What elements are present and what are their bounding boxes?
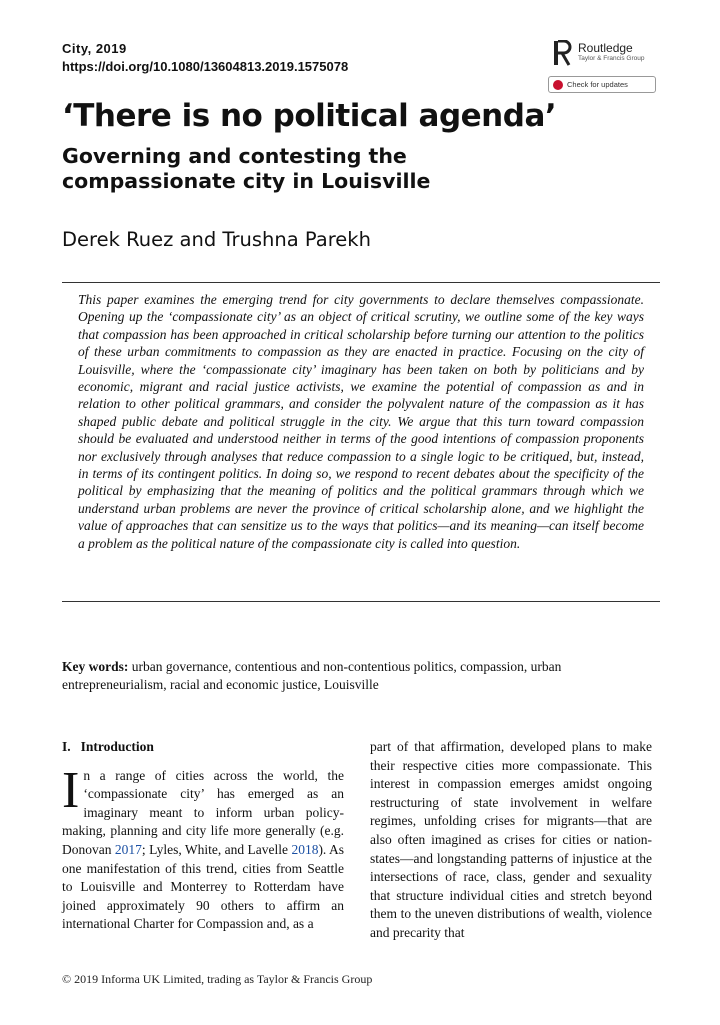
- article-subtitle: Governing and contesting the compassionate city in Louisville: [62, 144, 431, 193]
- routledge-logo-icon: [552, 40, 572, 66]
- keywords-label: Key words:: [62, 659, 129, 674]
- check-updates-button[interactable]: [548, 76, 656, 93]
- doi-link[interactable]: https://doi.org/10.1080/13604813.2019.1575078: [62, 59, 349, 74]
- citation-link-2018[interactable]: 2018: [291, 841, 319, 857]
- intro-paragraph: [62, 761, 344, 934]
- abstract-text: This paper examines the emerging trend for city governments to declare themselves compassionate. Opening up the ‘compassionate city’ as an object of critical scrutiny, we outline some of the key ways that compassion has been approached in critical scholarship before turning our attention to the politics of these urban commitments to compassion as they are enacted in practice. Focusing on the city of Louisville, where the ‘compassionate city’ imaginary has been taken on both by politicians and by economic, migrant and racial justice activists, we examine the potential of compassion as and in relation to other political grammars, and consider the polyvalent nature of the compassion as it has shaped public debate and political struggle in the city. We argue that this turn toward compassion should be evaluated and understood neither in terms of the good intentions of compassion proponents nor exclusively through analyses that reduce compassion to a single logic to be critiqued, but, instead, in terms of its contingent politics. In doing so, we respond to recent debates about the specificity of the political by emphasizing that the meaning of politics and the political grammars through which we understand urban problems are never the province of critical scholarship alone, and we highlight the value of approaches that can sensitize us to the ways that politics—and its meaning—can itself become a problem as the political nature of the compassionate city is called into question.: [78, 292, 644, 551]
- crossmark-icon: [553, 80, 563, 90]
- intro-text-a: n a range of cities across the world, the ‘compassionate city’ has emerged as an imaginary meant to inform urban policy-making, planning and city life more generally (e.g. Donovan: [62, 767, 344, 857]
- article-meta: [62, 40, 348, 76]
- body-column-right: [370, 738, 652, 943]
- section-heading: [62, 738, 344, 757]
- copyright-footer: © 2019 Informa UK Limited, trading as Taylor & Francis Group: [62, 972, 373, 986]
- publisher-subname: Taylor & Francis Group: [578, 55, 645, 62]
- journal-citation: City, 2019: [62, 41, 127, 56]
- author-list: Derek Ruez and Trushna Parekh: [62, 228, 371, 251]
- section-title: Introduction: [80, 739, 154, 754]
- body-column-left: [62, 738, 344, 934]
- section-number: I.: [62, 739, 71, 754]
- publisher-name: Routledge: [578, 41, 633, 55]
- abstract-box: [62, 282, 660, 602]
- keywords: [62, 658, 660, 694]
- intro-text-b: ; Lyles, White, and Lavelle: [141, 841, 292, 857]
- check-updates-label: Check for updates: [567, 80, 628, 89]
- citation-link-2017[interactable]: 2017: [114, 841, 142, 857]
- intro-paragraph-continued: part of that affirmation, developed plans to make their respective cities more compassionate. This interest in compassion emerges amidst ongoing restructuring of state involvement in welfare regimes, unfolding crises for migrants—that are also often imagined as crises for cities or nation-states—and longstanding patterns of injustice at the intersections of race, class, gender and sexuality that structure individual cities and stretch beyond them to the uneven distributions of wealth, violence and precarity that: [370, 739, 652, 940]
- drop-cap: I: [62, 761, 80, 819]
- article-title: ‘There is no political agenda’: [62, 98, 557, 134]
- intro-text-c: ). As one manifestation of this trend, cities from Seattle to Louisville and Monterrey to Rotterdam have joined approximately 90 others to affirm an international Charter for Compassion and, as a: [62, 841, 344, 932]
- keywords-text: urban governance, contentious and non-contentious politics, compassion, urban entrepreneurialism, racial and economic justice, Louisville: [62, 659, 562, 692]
